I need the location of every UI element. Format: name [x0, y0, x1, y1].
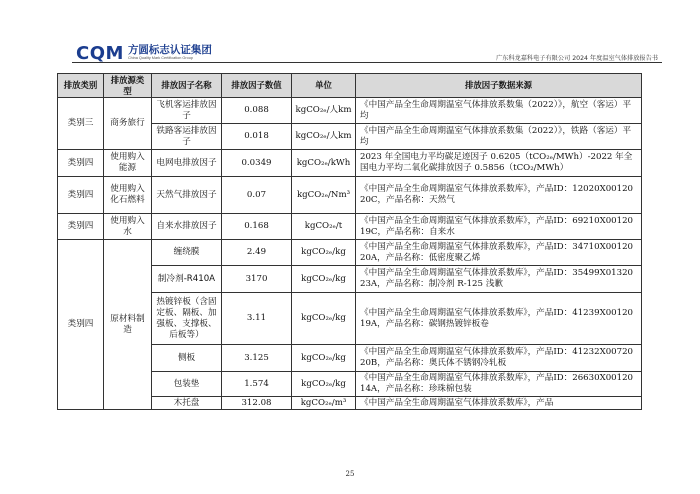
cell-data-source: 《中国产品全生命周期温室气体排放系数集（2022）》，航空（客运）平均	[356, 98, 642, 124]
cell-unit: kgCO₂ₑ/kg	[292, 240, 356, 266]
cell-factor-name: 侧板	[152, 345, 222, 372]
emission-factor-table	[57, 73, 642, 410]
cell-factor-name: 飞机客运排放因子	[152, 98, 222, 124]
cell-unit: kgCO₂ₑ/人km	[292, 124, 356, 150]
cell-unit: kgCO₂ₑ/kg	[292, 266, 356, 293]
cell-factor-value: 0.168	[222, 214, 292, 240]
header-divider	[72, 62, 662, 63]
cell-factor-name: 铁路客运排放因子	[152, 124, 222, 150]
cell-factor-value: 3170	[222, 266, 292, 293]
cell-factor-name: 缠绕膜	[152, 240, 222, 266]
logo-subtitle: China Quality Mark Certification Group	[127, 56, 193, 61]
cell-unit: kgCO₂ₑ/kg	[292, 293, 356, 345]
cell-category: 类别三	[58, 98, 104, 150]
cell-unit: kgCO₂ₑ/kg	[292, 345, 356, 372]
cell-factor-value: 3.11	[222, 293, 292, 345]
cell-category: 类别四	[58, 240, 104, 410]
cell-unit: kgCO₂ₑ/人km	[292, 98, 356, 124]
cell-unit: kgCO₂ₑ/kWh	[292, 150, 356, 177]
table-row	[58, 150, 642, 177]
column-header-source-type: 排放源类型	[104, 74, 152, 98]
cell-data-source: 《中国产品全生命周期温室气体排放系数库》，产品ID：26630X0012014A，产品名称：珍珠棉包装	[356, 372, 642, 397]
cell-unit: kgCO₂ₑ/t	[292, 214, 356, 240]
column-header-data-source: 排放因子数据来源	[356, 74, 642, 98]
cell-source-type: 使用购入水	[104, 214, 152, 240]
table-row	[58, 177, 642, 214]
cell-unit: kgCO₂ₑ/m³	[292, 397, 356, 410]
column-header-unit: 单位	[292, 74, 356, 98]
logo-text	[128, 45, 212, 61]
cell-data-source: 《中国产品全生命周期温室气体排放系数库》，产品ID：12020X0012020C，产品名称：天然气	[356, 177, 642, 214]
cell-factor-name: 木托盘	[152, 397, 222, 410]
column-header-factor-value: 排放因子数值	[222, 74, 292, 98]
table-header-row	[58, 74, 642, 98]
cell-data-source: 《中国产品全生命周期温室气体排放系数库》，产品ID：41232X0072020B，产品名称：奥氏体不锈钢冷轧板	[356, 345, 642, 372]
cell-factor-name: 自来水排放因子	[152, 214, 222, 240]
column-header-factor-name: 排放因子名称	[152, 74, 222, 98]
cell-data-source: 2023 年全国电力平均碳足迹因子 0.6205（tCO₂ₑ/MWh）-2022 年全国电力平均二氧化碳排放因子 0.5856（tCO₂/MWh）	[356, 150, 642, 177]
cell-category: 类别四	[58, 177, 104, 214]
logo-name: 方圆标志认证集团	[127, 43, 212, 56]
column-header-category: 排放类别	[58, 74, 104, 98]
cell-unit: kgCO₂ₑ/kg	[292, 372, 356, 397]
cell-source-type: 使用购入能源	[104, 150, 152, 177]
cell-data-source: 《中国产品全生命周期温室气体排放系数库》，产品ID：35499X0132023A，产品名称：制冷剂 R-125 浅歉	[356, 266, 642, 293]
cell-data-source: 《中国产品全生命周期温室气体排放系数库》，产品ID：41239X0012019A，产品名称：碳钢热镀锌板卷	[356, 293, 642, 345]
cell-factor-name: 制冷剂-R410A	[152, 266, 222, 293]
cell-factor-value: 0.088	[222, 98, 292, 124]
cell-factor-value: 3.125	[222, 345, 292, 372]
cell-factor-value: 0.018	[222, 124, 292, 150]
report-title: 广东科龙嘉科电子有限公司 2024 年度温室气体排放报告书	[496, 55, 658, 62]
cell-category: 类别四	[58, 214, 104, 240]
cell-data-source: 《中国产品全生命周期温室气体排放系数库》，产品	[356, 397, 642, 410]
cell-factor-value: 1.574	[222, 372, 292, 397]
table-row	[58, 240, 642, 266]
cell-factor-value: 0.07	[222, 177, 292, 214]
cell-factor-value: 0.0349	[222, 150, 292, 177]
table-row	[58, 98, 642, 124]
cell-category: 类别四	[58, 150, 104, 177]
logo-mark: CQM	[76, 42, 124, 64]
cell-data-source: 《中国产品全生命周期温室气体排放系数库》，产品ID：69210X0012019C，产品名称：自来水	[356, 214, 642, 240]
table-row	[58, 214, 642, 240]
cell-source-type: 原材料制造	[104, 240, 152, 410]
cell-source-type: 使用购入化石燃料	[104, 177, 152, 214]
cell-unit: kgCO₂ₑ/Nm³	[292, 177, 356, 214]
cell-factor-value: 312.08	[222, 397, 292, 410]
cell-factor-name: 热镀锌板（含固定板、隔板、加强板、支撑板、后板等）	[152, 293, 222, 345]
cell-factor-name: 天然气排放因子	[152, 177, 222, 214]
cell-data-source: 《中国产品全生命周期温室气体排放系数集（2022）》，铁路（客运）平均	[356, 124, 642, 150]
cell-source-type: 商务旅行	[104, 98, 152, 150]
cell-factor-value: 2.49	[222, 240, 292, 266]
cell-factor-name: 包装垫	[152, 372, 222, 397]
cell-factor-name: 电网电排放因子	[152, 150, 222, 177]
page-number: 25	[345, 470, 355, 478]
cell-data-source: 《中国产品全生命周期温室气体排放系数库》，产品ID：34710X0012020A，产品名称：低密度聚乙烯	[356, 240, 642, 266]
